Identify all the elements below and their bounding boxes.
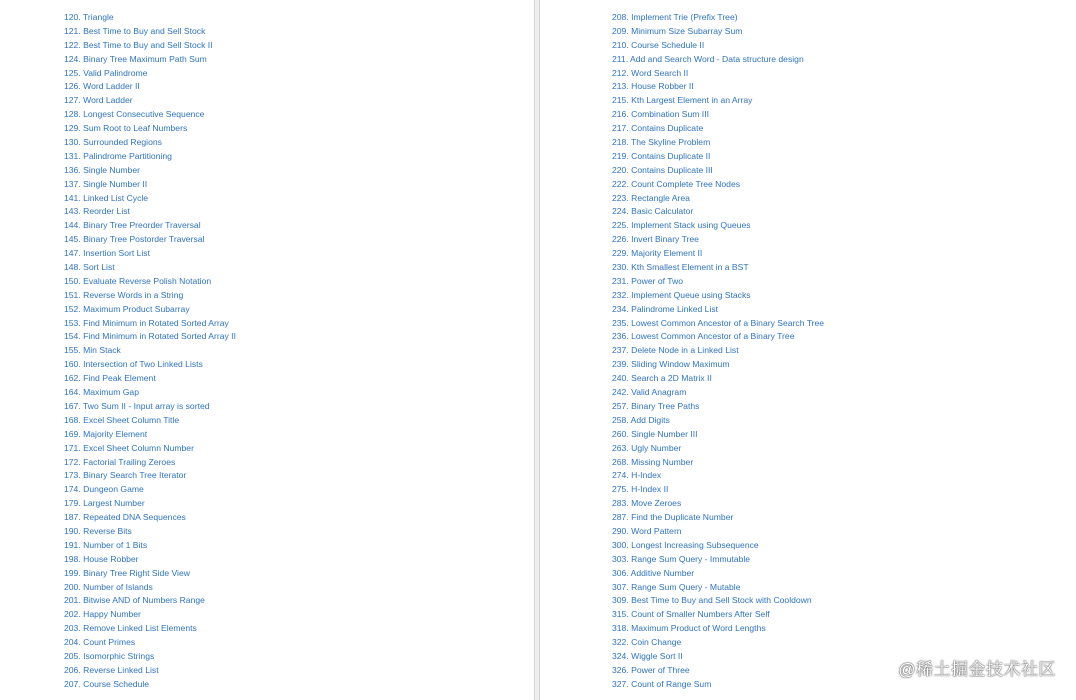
toc-link[interactable]: 187. Repeated DNA Sequences (64, 512, 186, 523)
toc-item (64, 330, 236, 344)
toc-item (64, 636, 236, 650)
toc-item (64, 497, 236, 511)
toc-item (612, 650, 824, 664)
toc-item (64, 25, 236, 39)
watermark: @稀土掘金技术社区 (898, 660, 1056, 679)
toc-item (612, 539, 824, 553)
toc-link[interactable]: 153. Find Minimum in Rotated Sorted Array (64, 317, 229, 328)
toc-item (612, 80, 824, 94)
toc-item (612, 205, 824, 219)
toc-item (64, 581, 236, 595)
toc-item (64, 400, 236, 414)
toc-link[interactable]: 231. Power of Two (612, 275, 684, 286)
toc-link[interactable]: 237. Delete Node in a Linked List (612, 345, 739, 356)
toc-item (64, 511, 236, 525)
toc-link[interactable]: 204. Count Primes (64, 637, 136, 648)
toc-link[interactable]: 155. Min Stack (64, 345, 121, 356)
toc-link[interactable]: 164. Maximum Gap (64, 387, 139, 398)
toc-link[interactable]: 219. Contains Duplicate II (612, 150, 711, 161)
toc-item (64, 525, 236, 539)
toc-link[interactable]: 232. Implement Queue using Stacks (612, 289, 751, 300)
toc-item (612, 261, 824, 275)
toc-item (612, 608, 824, 622)
left-toc-list (64, 11, 236, 692)
toc-link[interactable]: 127. Word Ladder (64, 95, 133, 106)
toc-link[interactable]: 263. Ugly Number (612, 442, 682, 453)
toc-link[interactable]: 213. House Robber II (612, 81, 694, 92)
toc-item (64, 469, 236, 483)
toc-link[interactable]: 225. Implement Stack using Queues (612, 220, 751, 231)
toc-item (612, 483, 824, 497)
toc-link[interactable]: 120. Triangle (64, 12, 114, 22)
toc-link[interactable]: 179. Largest Number (64, 498, 145, 509)
toc-item (64, 136, 236, 150)
toc-item (612, 233, 824, 247)
toc-link[interactable]: 167. Two Sum II - Input array is sorted (64, 400, 210, 411)
toc-item (64, 414, 236, 428)
toc-link[interactable]: 303. Range Sum Query - Immutable (612, 553, 751, 564)
toc-item (612, 581, 824, 595)
toc-link[interactable]: 144. Binary Tree Preorder Traversal (64, 220, 201, 231)
toc-link[interactable]: 171. Excel Sheet Column Number (64, 442, 194, 453)
toc-link[interactable]: 203. Remove Linked List Elements (64, 623, 197, 634)
toc-item (64, 442, 236, 456)
toc-item (612, 622, 824, 636)
toc-item (612, 511, 824, 525)
toc-link[interactable]: 191. Number of 1 Bits (64, 539, 148, 550)
toc-item (612, 330, 824, 344)
toc-link[interactable]: 215. Kth Largest Element in an Array (612, 95, 753, 106)
toc-item (612, 525, 824, 539)
toc-item (64, 219, 236, 233)
toc-link[interactable]: 218. The Skyline Problem (612, 137, 711, 148)
toc-link[interactable]: 224. Basic Calculator (612, 206, 694, 217)
toc-item (612, 594, 824, 608)
toc-link[interactable]: 283. Move Zeroes (612, 498, 682, 509)
toc-link[interactable]: 125. Valid Palindrome (64, 67, 148, 78)
toc-link[interactable]: 324. Wiggle Sort II (612, 650, 683, 661)
toc-item (64, 261, 236, 275)
toc-link[interactable]: 236. Lowest Common Ancestor of a Binary Tree (612, 331, 795, 342)
toc-link[interactable]: 131. Palindrome Partitioning (64, 150, 172, 161)
toc-link[interactable]: 234. Palindrome Linked List (612, 303, 719, 314)
toc-item (64, 358, 236, 372)
toc-item (612, 178, 824, 192)
right-page (540, 0, 1076, 700)
toc-item (612, 400, 824, 414)
toc-item (64, 150, 236, 164)
toc-item (64, 664, 236, 678)
toc-item (64, 247, 236, 261)
toc-item (64, 39, 236, 53)
toc-link[interactable]: 260. Single Number III (612, 428, 698, 439)
toc-link[interactable]: 154. Find Minimum in Rotated Sorted Array II (64, 331, 236, 342)
toc-link[interactable]: 173. Binary Search Tree Iterator (64, 470, 187, 481)
right-toc-list (612, 11, 824, 692)
toc-link[interactable]: 217. Contains Duplicate (612, 123, 704, 134)
toc-item (612, 456, 824, 470)
toc-link[interactable]: 151. Reverse Words in a String (64, 289, 184, 300)
toc-item (64, 456, 236, 470)
toc-link[interactable]: 174. Dungeon Game (64, 484, 144, 495)
toc-link[interactable]: 239. Sliding Window Maximum (612, 359, 730, 370)
toc-link[interactable]: 220. Contains Duplicate III (612, 164, 713, 175)
toc-item (612, 136, 824, 150)
toc-link[interactable]: 162. Find Peak Element (64, 373, 156, 384)
toc-link[interactable]: 137. Single Number II (64, 178, 148, 189)
toc-item (64, 622, 236, 636)
toc-item (612, 414, 824, 428)
toc-link[interactable]: 143. Reorder List (64, 206, 130, 217)
toc-item (612, 428, 824, 442)
toc-item (64, 80, 236, 94)
toc-item (612, 553, 824, 567)
toc-item (612, 386, 824, 400)
toc-link[interactable]: 210. Course Schedule II (612, 39, 705, 50)
toc-item (64, 164, 236, 178)
toc-item (64, 233, 236, 247)
toc-link[interactable]: 216. Combination Sum III (612, 109, 709, 120)
toc-item (612, 275, 824, 289)
toc-item (612, 53, 824, 67)
toc-item (612, 164, 824, 178)
toc-link[interactable]: 160. Intersection of Two Linked Lists (64, 359, 203, 370)
toc-link[interactable]: 318. Maximum Product of Word Lengths (612, 623, 766, 634)
toc-item (612, 344, 824, 358)
toc-item (612, 11, 824, 25)
toc-item (612, 192, 824, 206)
toc-link[interactable]: 152. Maximum Product Subarray (64, 303, 190, 314)
toc-item (64, 539, 236, 553)
toc-link[interactable]: 223. Rectangle Area (612, 192, 690, 203)
toc-link[interactable]: 124. Binary Tree Maximum Path Sum (64, 53, 207, 64)
toc-item (612, 678, 824, 692)
toc-link[interactable]: 327. Count of Range Sum (612, 678, 712, 689)
toc-link[interactable]: 168. Excel Sheet Column Title (64, 414, 180, 425)
toc-item (612, 372, 824, 386)
toc-link[interactable]: 275. H-Index II (612, 484, 669, 495)
toc-item (612, 358, 824, 372)
toc-item (612, 442, 824, 456)
toc-item (612, 25, 824, 39)
toc-item (612, 39, 824, 53)
toc-item (64, 386, 236, 400)
toc-link[interactable]: 206. Reverse Linked List (64, 664, 159, 675)
toc-link[interactable]: 130. Surrounded Regions (64, 137, 162, 148)
toc-item (64, 178, 236, 192)
toc-item (64, 650, 236, 664)
toc-link[interactable]: 240. Search a 2D Matrix II (612, 373, 712, 384)
toc-item (64, 275, 236, 289)
toc-link[interactable]: 147. Insertion Sort List (64, 248, 150, 259)
toc-link[interactable]: 201. Bitwise AND of Numbers Range (64, 595, 205, 606)
toc-link[interactable]: 309. Best Time to Buy and Sell Stock with Cooldown (612, 595, 812, 606)
toc-item (64, 608, 236, 622)
toc-link[interactable]: 326. Power of Three (612, 664, 690, 675)
toc-link[interactable]: 172. Factorial Trailing Zeroes (64, 456, 176, 467)
toc-link[interactable]: 211. Add and Search Word - Data structure design (612, 53, 804, 64)
toc-link[interactable]: 257. Binary Tree Paths (612, 400, 700, 411)
toc-link[interactable]: 200. Number of Islands (64, 581, 153, 592)
toc-link[interactable]: 205. Isomorphic Strings (64, 650, 155, 661)
toc-link[interactable]: 307. Range Sum Query - Mutable (612, 581, 741, 592)
toc-item (64, 567, 236, 581)
toc-link[interactable]: 300. Longest Increasing Subsequence (612, 539, 759, 550)
toc-link[interactable]: 121. Best Time to Buy and Sell Stock (64, 25, 206, 36)
toc-item (612, 303, 824, 317)
toc-link[interactable]: 230. Kth Smallest Element in a BST (612, 262, 749, 273)
toc-item (64, 11, 236, 25)
toc-item (64, 372, 236, 386)
toc-item (612, 247, 824, 261)
toc-link[interactable]: 128. Longest Consecutive Sequence (64, 109, 205, 120)
toc-link[interactable]: 145. Binary Tree Postorder Traversal (64, 234, 205, 245)
toc-link[interactable]: 315. Count of Smaller Numbers After Self (612, 609, 770, 620)
toc-link[interactable]: 287. Find the Duplicate Number (612, 512, 734, 523)
toc-item (612, 497, 824, 511)
toc-link[interactable]: 242. Valid Anagram (612, 387, 687, 398)
toc-item (64, 192, 236, 206)
toc-item (612, 664, 824, 678)
toc-link[interactable]: 150. Evaluate Reverse Polish Notation (64, 275, 212, 286)
toc-item (64, 553, 236, 567)
toc-link[interactable]: 169. Majority Element (64, 428, 148, 439)
toc-link[interactable]: 198. House Robber (64, 553, 139, 564)
toc-link[interactable]: 122. Best Time to Buy and Sell Stock II (64, 39, 213, 50)
toc-link[interactable]: 136. Single Number (64, 164, 140, 175)
toc-item (64, 483, 236, 497)
toc-link[interactable]: 268. Missing Number (612, 456, 694, 467)
toc-link[interactable]: 274. H-Index (612, 470, 662, 481)
toc-link[interactable]: 212. Word Search II (612, 67, 689, 78)
toc-item (64, 67, 236, 81)
toc-item (64, 94, 236, 108)
toc-item (612, 636, 824, 650)
toc-link[interactable]: 208. Implement Trie (Prefix Tree) (612, 12, 738, 22)
toc-link[interactable]: 199. Binary Tree Right Side View (64, 567, 190, 578)
toc-item (612, 108, 824, 122)
toc-item (612, 150, 824, 164)
toc-item (612, 317, 824, 331)
toc-item (64, 428, 236, 442)
toc-item (612, 567, 824, 581)
toc-item (612, 94, 824, 108)
toc-link[interactable]: 226. Invert Binary Tree (612, 234, 699, 245)
toc-link[interactable]: 258. Add Digits (612, 414, 670, 425)
toc-link[interactable]: 207. Course Schedule (64, 678, 150, 689)
toc-link[interactable]: 126. Word Ladder II (64, 81, 140, 92)
toc-item (64, 205, 236, 219)
toc-item (612, 289, 824, 303)
left-page (0, 0, 534, 700)
toc-link[interactable]: 141. Linked List Cycle (64, 192, 149, 203)
toc-item (64, 317, 236, 331)
toc-item (64, 303, 236, 317)
toc-item (64, 344, 236, 358)
toc-item (64, 108, 236, 122)
toc-link[interactable]: 209. Minimum Size Subarray Sum (612, 25, 743, 36)
toc-item (612, 219, 824, 233)
toc-link[interactable]: 129. Sum Root to Leaf Numbers (64, 123, 188, 134)
toc-link[interactable]: 306. Additive Number (612, 567, 695, 578)
toc-item (64, 678, 236, 692)
toc-item (612, 469, 824, 483)
toc-link[interactable]: 290. Word Pattern (612, 525, 682, 536)
toc-link[interactable]: 202. Happy Number (64, 609, 141, 620)
toc-item (64, 122, 236, 136)
toc-link[interactable]: 222. Count Complete Tree Nodes (612, 178, 741, 189)
toc-link[interactable]: 148. Sort List (64, 262, 115, 273)
toc-item (64, 594, 236, 608)
toc-link[interactable]: 229. Majority Element II (612, 248, 703, 259)
toc-item (612, 122, 824, 136)
toc-item (64, 289, 236, 303)
toc-link[interactable]: 190. Reverse Bits (64, 525, 132, 536)
toc-link[interactable]: 322. Coin Change (612, 637, 682, 648)
toc-item (612, 67, 824, 81)
toc-item (64, 53, 236, 67)
toc-link[interactable]: 235. Lowest Common Ancestor of a Binary Search Tree (612, 317, 825, 328)
